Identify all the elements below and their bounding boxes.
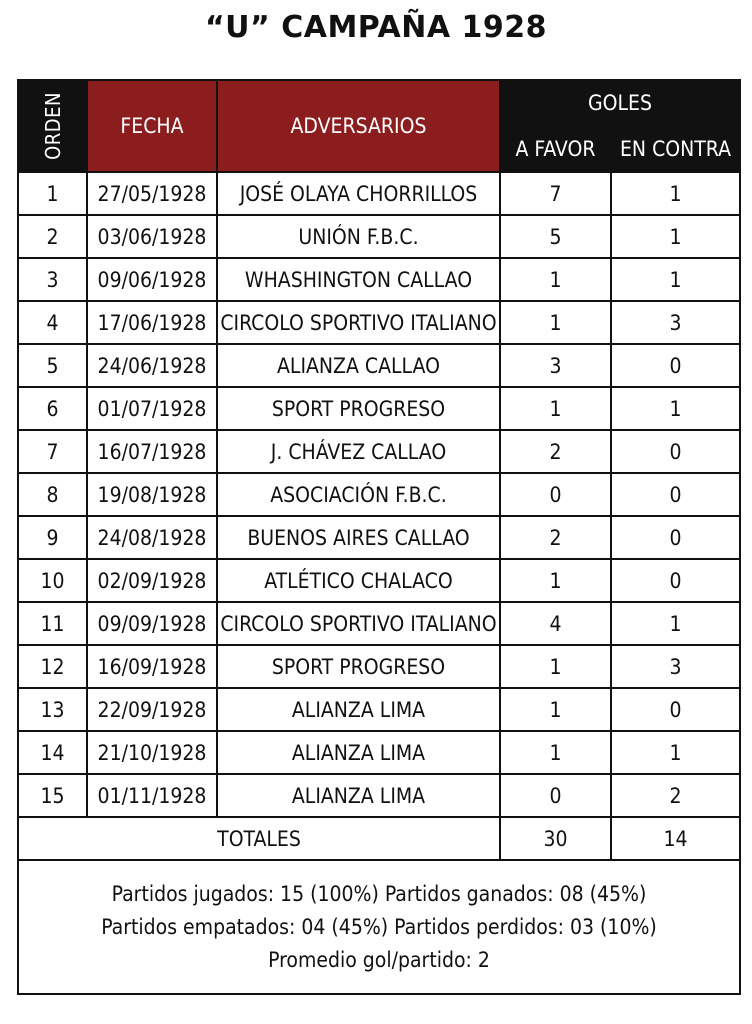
table-header: [18, 80, 740, 172]
header-orden: [18, 80, 87, 172]
cell-a-favor: 1: [500, 559, 611, 602]
cell-en-contra: 0: [611, 688, 740, 731]
cell-adversario: ALIANZA CALLAO: [217, 344, 500, 387]
cell-en-contra: 1: [611, 387, 740, 430]
cell-en-contra: 0: [611, 516, 740, 559]
header-goles: GOLES: [500, 80, 740, 126]
cell-en-contra: 0: [611, 344, 740, 387]
cell-a-favor: 5: [500, 215, 611, 258]
cell-a-favor: 1: [500, 731, 611, 774]
cell-orden: 14: [18, 731, 87, 774]
cell-adversario: CIRCOLO SPORTIVO ITALIANO: [217, 602, 500, 645]
table-row: [18, 602, 740, 645]
cell-orden: 13: [18, 688, 87, 731]
cell-orden: 1: [18, 172, 87, 215]
cell-en-contra: 2: [611, 774, 740, 817]
header-adversarios: ADVERSARIOS: [217, 80, 500, 172]
cell-orden: 3: [18, 258, 87, 301]
cell-adversario: BUENOS AIRES CALLAO: [217, 516, 500, 559]
cell-a-favor: 1: [500, 301, 611, 344]
table-row: [18, 215, 740, 258]
cell-orden: 11: [18, 602, 87, 645]
cell-adversario: SPORT PROGRESO: [217, 387, 500, 430]
header-fecha: FECHA: [87, 80, 217, 172]
cell-a-favor: 0: [500, 473, 611, 516]
cell-fecha: 21/10/1928: [87, 731, 217, 774]
cell-fecha: 09/06/1928: [87, 258, 217, 301]
header-orden-label: ORDEN: [40, 92, 65, 160]
summary-line-played-won: Partidos jugados: 15 (100%) Partidos ganados: 08 (45%): [111, 881, 647, 906]
cell-adversario: SPORT PROGRESO: [217, 645, 500, 688]
cell-fecha: 17/06/1928: [87, 301, 217, 344]
cell-orden: 8: [18, 473, 87, 516]
cell-fecha: 01/07/1928: [87, 387, 217, 430]
cell-a-favor: 7: [500, 172, 611, 215]
cell-en-contra: 3: [611, 301, 740, 344]
cell-a-favor: 1: [500, 688, 611, 731]
cell-fecha: 19/08/1928: [87, 473, 217, 516]
cell-a-favor: 4: [500, 602, 611, 645]
cell-orden: 15: [18, 774, 87, 817]
summary-line-goal-average: Promedio gol/partido: 2: [268, 947, 490, 972]
cell-en-contra: 0: [611, 559, 740, 602]
cell-a-favor: 0: [500, 774, 611, 817]
cell-fecha: 16/09/1928: [87, 645, 217, 688]
cell-adversario: ATLÉTICO CHALACO: [217, 559, 500, 602]
summary-row: [18, 860, 740, 994]
table-row: [18, 301, 740, 344]
cell-a-favor: 1: [500, 258, 611, 301]
cell-adversario: WHASHINGTON CALLAO: [217, 258, 500, 301]
cell-orden: 7: [18, 430, 87, 473]
table-row: [18, 774, 740, 817]
cell-fecha: 24/06/1928: [87, 344, 217, 387]
cell-fecha: 24/08/1928: [87, 516, 217, 559]
totals-en-contra: 14: [611, 817, 740, 860]
table-row: [18, 645, 740, 688]
cell-fecha: 27/05/1928: [87, 172, 217, 215]
cell-en-contra: 1: [611, 731, 740, 774]
table-row: [18, 731, 740, 774]
table-row: [18, 344, 740, 387]
cell-fecha: 02/09/1928: [87, 559, 217, 602]
table-row: [18, 258, 740, 301]
summary-line-drawn-lost: Partidos empatados: 04 (45%) Partidos perdidos: 03 (10%): [101, 914, 657, 939]
totals-label: TOTALES: [18, 817, 500, 860]
table-row: [18, 559, 740, 602]
cell-en-contra: 0: [611, 473, 740, 516]
header-en-contra: EN CONTRA: [611, 126, 740, 172]
cell-a-favor: 2: [500, 430, 611, 473]
cell-adversario: JOSÉ OLAYA CHORRILLOS: [217, 172, 500, 215]
page-title: “U” CAMPAÑA 1928: [204, 10, 548, 45]
cell-orden: 10: [18, 559, 87, 602]
cell-en-contra: 1: [611, 172, 740, 215]
cell-en-contra: 3: [611, 645, 740, 688]
cell-adversario: ASOCIACIÓN F.B.C.: [217, 473, 500, 516]
cell-adversario: ALIANZA LIMA: [217, 731, 500, 774]
table-row: [18, 172, 740, 215]
cell-orden: 6: [18, 387, 87, 430]
cell-a-favor: 1: [500, 645, 611, 688]
cell-orden: 5: [18, 344, 87, 387]
totals-row: [18, 817, 740, 860]
cell-adversario: UNIÓN F.B.C.: [217, 215, 500, 258]
table-row: [18, 430, 740, 473]
campaign-table: [17, 79, 741, 995]
cell-adversario: ALIANZA LIMA: [217, 688, 500, 731]
cell-fecha: 22/09/1928: [87, 688, 217, 731]
cell-en-contra: 1: [611, 215, 740, 258]
cell-fecha: 09/09/1928: [87, 602, 217, 645]
header-a-favor: A FAVOR: [500, 126, 611, 172]
cell-adversario: CIRCOLO SPORTIVO ITALIANO: [217, 301, 500, 344]
cell-adversario: ALIANZA LIMA: [217, 774, 500, 817]
table-row: [18, 688, 740, 731]
cell-en-contra: 1: [611, 258, 740, 301]
cell-en-contra: 0: [611, 430, 740, 473]
cell-orden: 4: [18, 301, 87, 344]
cell-fecha: 03/06/1928: [87, 215, 217, 258]
cell-a-favor: 3: [500, 344, 611, 387]
table-body: [18, 172, 740, 994]
cell-fecha: 16/07/1928: [87, 430, 217, 473]
table-row: [18, 516, 740, 559]
cell-a-favor: 2: [500, 516, 611, 559]
summary-cell: [18, 860, 740, 994]
totals-a-favor: 30: [500, 817, 611, 860]
cell-en-contra: 1: [611, 602, 740, 645]
cell-orden: 12: [18, 645, 87, 688]
cell-orden: 9: [18, 516, 87, 559]
cell-a-favor: 1: [500, 387, 611, 430]
cell-fecha: 01/11/1928: [87, 774, 217, 817]
table-row: [18, 387, 740, 430]
cell-adversario: J. CHÁVEZ CALLAO: [217, 430, 500, 473]
cell-orden: 2: [18, 215, 87, 258]
table-row: [18, 473, 740, 516]
